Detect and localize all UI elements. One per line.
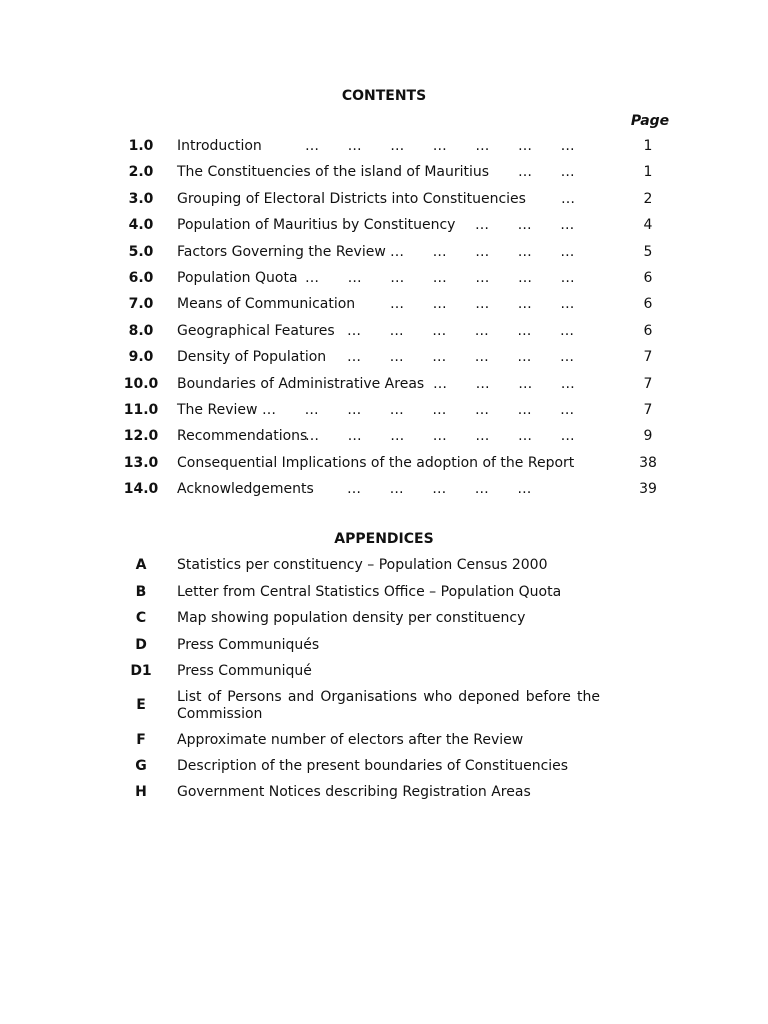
toc-section-title: Recommendations (177, 428, 308, 444)
appendix-row (0, 758, 768, 775)
toc-page-number: 7 (643, 402, 653, 418)
toc-section-title: Population of Mauritius by Constituency (177, 217, 456, 233)
appendix-letter: H (135, 784, 147, 800)
toc-section-title: Acknowledgements (177, 481, 314, 497)
appendix-letter: F (136, 732, 146, 748)
toc-section-number: 13.0 (123, 455, 159, 471)
toc-leader-dots: … … … … … … … (305, 138, 575, 154)
appendix-description: Map showing population density per constituency (177, 610, 526, 626)
toc-page-number: 39 (639, 481, 657, 497)
toc-page-number: 6 (643, 270, 653, 286)
toc-page-number: 7 (643, 349, 653, 365)
toc-row (0, 294, 768, 314)
toc-section-number: 12.0 (123, 428, 159, 444)
toc-row (0, 400, 768, 420)
toc-leader-dots: … … … (475, 217, 575, 233)
toc-section-number: 8.0 (128, 323, 154, 339)
appendix-row (0, 557, 768, 574)
toc-page-number: 7 (643, 376, 653, 392)
toc-section-title: Means of Communication (177, 296, 356, 312)
toc-row (0, 162, 768, 182)
toc-section-number: 4.0 (128, 217, 154, 233)
toc-section-title: The Review (177, 402, 258, 418)
toc-page-number: 38 (639, 455, 657, 471)
appendix-row (0, 610, 768, 627)
toc-section-number: 9.0 (128, 349, 154, 365)
toc-leader-dots: … … … … … … … (305, 428, 575, 444)
toc-page-number: 2 (643, 191, 653, 207)
appendix-description: Statistics per constituency – Population Census 2000 (177, 557, 548, 573)
toc-section-title: Consequential Implications of the adoption of the Report (177, 455, 575, 471)
appendix-row (0, 689, 768, 723)
appendices-heading: APPENDICES (334, 531, 434, 547)
appendix-description: Description of the present boundaries of Constituencies (177, 758, 569, 774)
appendix-row (0, 584, 768, 601)
toc-row (0, 479, 768, 499)
appendix-letter: D1 (130, 663, 152, 679)
appendix-description: List of Persons and Organisations who deponed before the Commission (177, 689, 600, 722)
toc-section-number: 2.0 (128, 164, 154, 180)
appendix-description: Approximate number of electors after the Review (177, 732, 524, 748)
toc-leader-dots: … … (518, 164, 575, 180)
toc-section-title: Boundaries of Administrative Areas (177, 376, 425, 392)
toc-page-number: 6 (643, 323, 653, 339)
toc-section-title: Grouping of Electoral Districts into Constituencies (177, 191, 526, 207)
toc-leader-dots: … … … … … … … (305, 270, 575, 286)
toc-section-title: Density of Population (177, 349, 327, 365)
toc-section-number: 5.0 (128, 244, 154, 260)
toc-leader-dots: … (561, 191, 575, 207)
toc-page-number: 1 (643, 138, 653, 154)
appendix-row (0, 663, 768, 680)
toc-section-number: 6.0 (128, 270, 154, 286)
appendix-row (0, 732, 768, 749)
toc-row (0, 189, 768, 209)
toc-section-title: Population Quota (177, 270, 298, 286)
toc-section-number: 3.0 (128, 191, 154, 207)
appendix-description: Press Communiqués (177, 637, 320, 653)
toc-section-title: Geographical Features (177, 323, 335, 339)
toc-row (0, 268, 768, 288)
toc-page-number: 6 (643, 296, 653, 312)
appendix-description: Government Notices describing Registration Areas (177, 784, 531, 800)
toc-leader-dots: … … … … … … … … (262, 402, 575, 418)
toc-section-number: 1.0 (128, 138, 154, 154)
toc-row (0, 215, 768, 235)
appendix-letter: A (135, 557, 147, 573)
toc-page-number: 9 (643, 428, 653, 444)
toc-page-number: 5 (643, 244, 653, 260)
toc-section-number: 11.0 (123, 402, 159, 418)
toc-leader-dots: … … … … … … (347, 323, 574, 339)
contents-heading: CONTENTS (341, 88, 427, 104)
page-column-label: Page (630, 113, 670, 129)
appendix-letter: G (135, 758, 147, 774)
toc-section-number: 7.0 (128, 296, 154, 312)
toc-row (0, 374, 768, 394)
appendix-description: Press Communiqué (177, 663, 312, 679)
toc-row (0, 426, 768, 446)
toc-row (0, 347, 768, 367)
toc-row (0, 242, 768, 262)
toc-row (0, 453, 768, 473)
toc-leader-dots: … … … … … (390, 296, 575, 312)
toc-page-number: 4 (643, 217, 653, 233)
toc-row (0, 321, 768, 341)
toc-leader-dots: … … … … … (347, 481, 532, 497)
appendix-letter: B (135, 584, 147, 600)
toc-page-number: 1 (643, 164, 653, 180)
toc-section-title: Introduction (177, 138, 262, 154)
toc-leader-dots: … … … … … … (347, 349, 574, 365)
toc-section-number: 10.0 (123, 376, 159, 392)
appendix-letter: E (136, 697, 146, 713)
toc-section-title: The Constituencies of the island of Mauritius (177, 164, 490, 180)
appendix-row (0, 637, 768, 654)
toc-section-number: 14.0 (123, 481, 159, 497)
toc-leader-dots: … … … … … (390, 244, 575, 260)
appendix-row (0, 784, 768, 801)
appendix-letter: C (135, 610, 147, 626)
toc-row (0, 136, 768, 156)
toc-section-title: Factors Governing the Review (177, 244, 386, 260)
appendix-letter: D (135, 637, 147, 653)
toc-leader-dots: … … … … (433, 376, 575, 392)
appendix-description: Letter from Central Statistics Office – Population Quota (177, 584, 562, 600)
